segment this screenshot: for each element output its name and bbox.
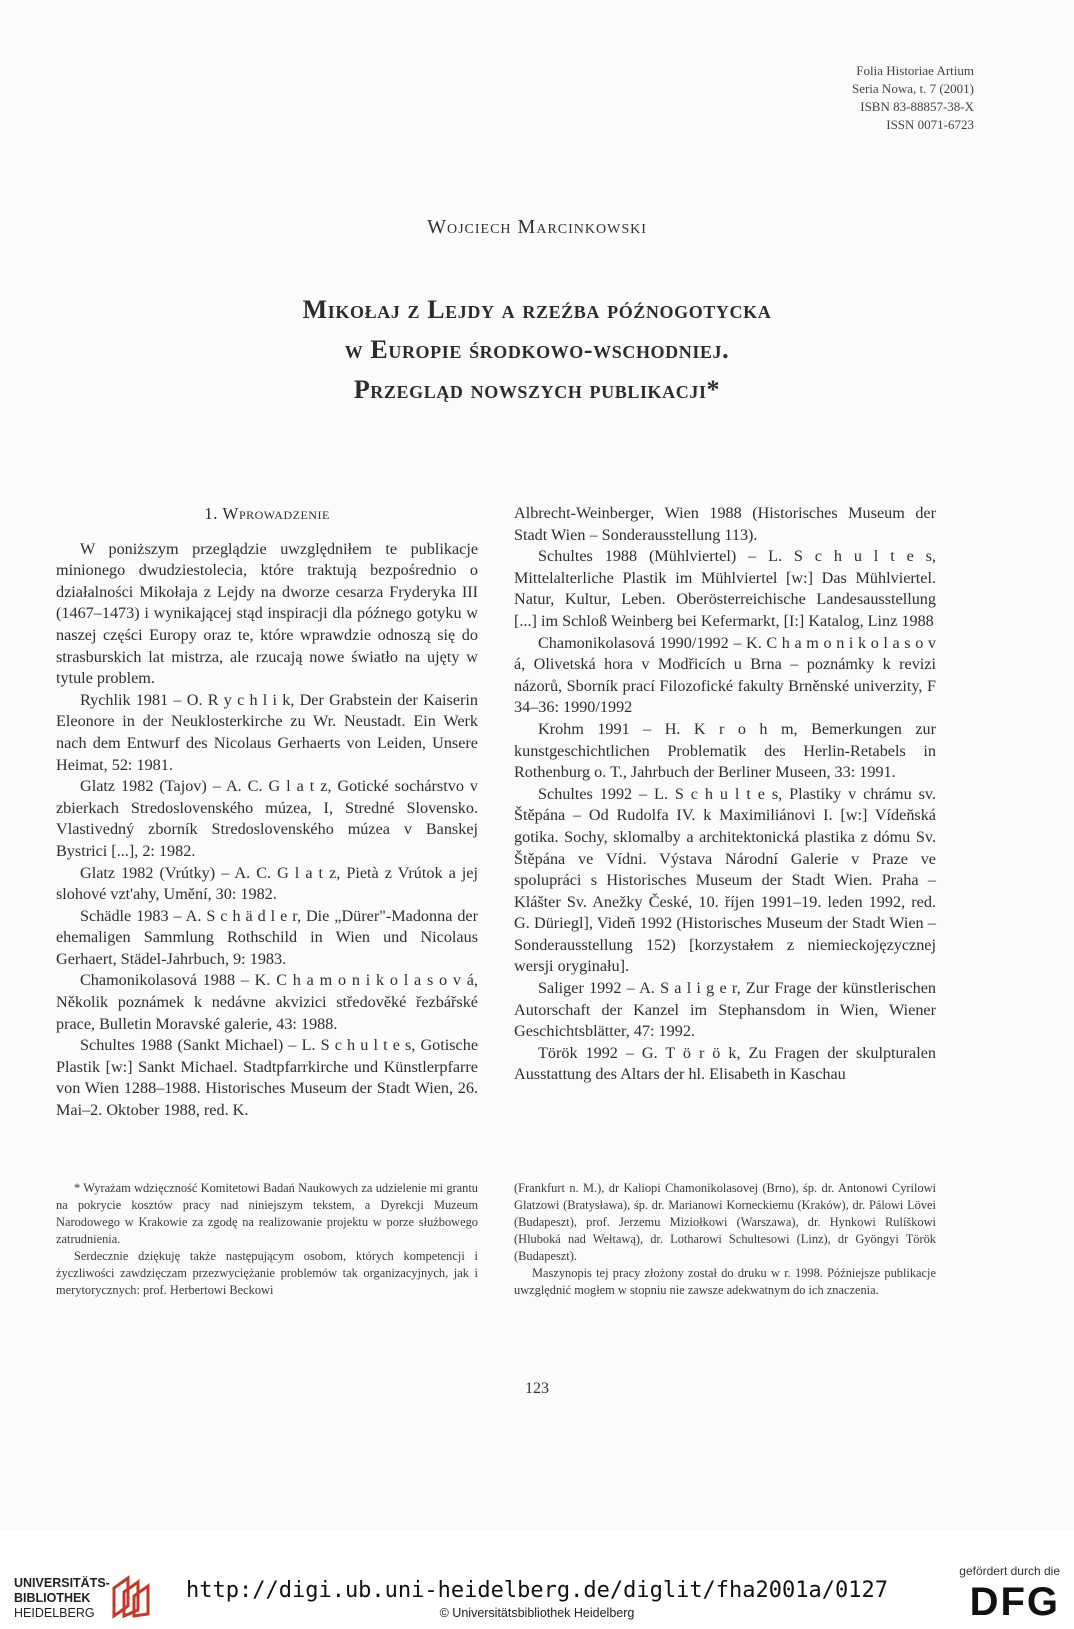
library-line-2: BIBLIOTHEK [14, 1591, 91, 1605]
left-column [56, 503, 478, 1122]
footnote-paragraph: Maszynopis tej pracy złożony został do druku w r. 1998. Późniejsze publikacje uwzględnić mogłem w stopniu nie zawsze adekwatnym do ich znaczenia. [514, 1266, 936, 1297]
paragraph: W poniższym przeglądzie uwzględniłem te publikacje minionego dwudziestolecia, które traktują bezpośrednio o działalności Mikołaja z Lejdy na dworze cesarza Fryderyka III (1467–1473) i wynikającej stąd inspiracji dla późnego gotyku w naszej części Europy oraz te, które wprawdzie odnoszą się do strasburskich lat mistrza, ale rzucają nowe światło na ujęty w tytule problem. [56, 539, 478, 688]
copyright-notice: © Universitätsbibliothek Heidelberg [439, 1606, 635, 1620]
bibliography-entry: Chamonikolasová 1988 – K. C h a m o n i k o l a s o v á, Několik poznámek k nedávne akvizici středověké řezbářské prace, Bulletin Moravské galerie, 43: 1988. [56, 971, 478, 1033]
bibliography-entry: Albrecht-Weinberger, Wien 1988 (Historisches Museum der Stadt Wien – Sonderausstellung 113). [514, 504, 936, 544]
bibliography-entry: Krohm 1991 – H. K r o h m, Bemerkungen zur kunstgeschichtlichen Problematik des Herlin-Retabels in Rothenburg o. T., Jahrbuch der Berliner Museen, 33: 1991. [514, 719, 936, 782]
publication-series: Folia Historiae Artium [856, 63, 974, 78]
footnote-left [56, 1180, 478, 1299]
publication-info [852, 62, 974, 134]
title-line-1: Mikołaj z Lejdy a rzeźba późnogotycka [302, 295, 772, 324]
bibliography-entry: Schädle 1983 – A. S c h ä d l e r, Die „Dürer"-Madonna der ehemaligen Sammlung Rothschild in Wien und Nicolaus Gerhaert, Städel-Jahrbuch, 9: 1983. [56, 906, 478, 968]
dfg-logo: DFG [969, 1580, 1060, 1624]
bibliography-entry: Saliger 1992 – A. S a l i g e r, Zur Frage der künstlerischen Autorschaft der Kanzel im Stephansdom in Wien, Wiener Geschichtsblätter, 47: 1992. [514, 979, 936, 1041]
article-title [0, 290, 1074, 410]
page-number: 123 [525, 1380, 549, 1397]
bibliography-entry: Chamonikolasová 1990/1992 – K. C h a m o n i k o l a s o v á, Olivetská hora v Modřicích u Brna – poznámky k revizi názorů, Sborník prací Filozofické fakulty Brněnské univerzity, F 34–36: 1990/1992 [514, 633, 936, 717]
library-line-1: UNIVERSITÄTS- [14, 1576, 110, 1590]
section-heading: 1. Wprowadzenie [204, 504, 330, 523]
bibliography-entry: Glatz 1982 (Vrútky) – A. C. G l a t z, Pietà z Vrútok a jej slohové vzt'ahy, Umění, 30: 1982. [56, 863, 478, 904]
bibliography-entry: Schultes 1988 (Mühlviertel) – L. S c h u l t e s, Mittelalterliche Plastik im Mühlviertel [w:] Das Mühlviertel. Natur, Kultur, Leben. Oberösterreichische Landesausstellung [...] im Schloß Weinberg bei Kefermarkt, [I:] Katalog, Linz 1988 [514, 547, 936, 630]
funding-note: gefördert durch die [959, 1564, 1060, 1578]
publication-issn: ISSN 0071-6723 [886, 117, 974, 132]
bibliography-entry: Glatz 1982 (Tajov) – A. C. G l a t z, Gotické sochárstvo v zbierkach Stredoslovenského múzea, I, Stredné Slovensko. Vlastivedný zborník Stredoslovenského múzea v Banskej Bystrici [...], 2: 1982. [56, 777, 478, 860]
right-column [514, 503, 936, 1086]
bibliography-entry: Schultes 1988 (Sankt Michael) – L. S c h u l t e s, Gotische Plastik [w:] Sankt Michael. Stadtpfarrkirche und Künstlerpfarre von Wien 1288–1988. Historisches Museum der Stadt Wien, 26. Mai–2. Oktober 1988, red. K. [56, 1036, 478, 1120]
author-name: Wojciech Marcinkowski [427, 216, 647, 238]
library-line-3: HEIDELBERG [14, 1606, 95, 1620]
title-line-3: Przegląd nowszych publikacji* [353, 375, 721, 404]
footnote-paragraph: (Frankfurt n. M.), dr Kaliopi Chamonikolasovej (Brno), śp. dr. Antonowi Cyrilowi Glatzowi (Bratysława), śp. dr. Marianowi Korneckiemu (Kraków), dr. Pálowi Lövei (Budapeszt), prof. Jerzemu Miziołkowi (Warszawa), dr. Hynkowi Rulíškowi (Hluboká nad Wełtawą), dr. Lotharowi Schultesowi (Linz), dr Gyöngyi Török (Budapeszt). [514, 1181, 936, 1263]
bibliography-entry: Schultes 1992 – L. S c h u l t e s, Plastiky v chrámu sv. Štěpána – Od Rudolfa IV. k Maximiliánovi I. [w:] Vídeňská gotika. Sochy, sklomalby a architektonická plastika z dómu Sv. Štěpána ve Vídni. Výstava Národní Galerie v Praze ve spolupráci s Historisches Museum der Stadt Wien. Praha – Klášter Sv. Anežky České, 10. říjen 1991–19. leden 1992, red. G. Düriegl], Videň 1992 (Historisches Museum der Stadt Wien – Sonderausstellung 152) [korzystałem z niemieckojęzycznej wersji oryginału]. [514, 784, 936, 976]
title-line-2: w Europie środkowo-wschodniej. [344, 335, 730, 364]
footnote-paragraph: Serdecznie dziękuję także następującym osobom, których kompetencji i życzliwości zawdzięczam przezwyciężanie problemów tak organizacyjnych, jak i merytorycznych: prof. Herbertowi Beckowi [56, 1249, 478, 1297]
footnote-right [514, 1180, 936, 1299]
publication-volume: Seria Nowa, t. 7 (2001) [851, 81, 974, 96]
document-url[interactable]: http://digi.ub.uni-heidelberg.de/diglit/fha2001a/0127 [186, 1578, 888, 1603]
footnote-paragraph: * Wyrażam wdzięczność Komitetowi Badań Naukowych za udzielenie mi grantu na pokrycie kosztów pracy nad niniejszym tekstem, a Dyrekcji Muzeum Narodowego w Krakowie za zgodę na realizowanie projektu w porze służbowego zatrudnienia. [56, 1181, 478, 1246]
publication-isbn: ISBN 83-88857-38-X [860, 99, 974, 114]
bibliography-entry: Rychlik 1981 – O. R y c h l i k, Der Grabstein der Kaiserin Eleonore in der Neuklosterkirche zu Wr. Neustadt. Ein Werk nach dem Entwurf des Nicolaus Gerhaerts von Leiden, Unsere Heimat, 52: 1981. [56, 690, 478, 774]
bibliography-entry: Török 1992 – G. T ö r ö k, Zu Fragen der skulpturalen Ausstattung des Altars der hl. Elisabeth in Kaschau [514, 1043, 936, 1084]
